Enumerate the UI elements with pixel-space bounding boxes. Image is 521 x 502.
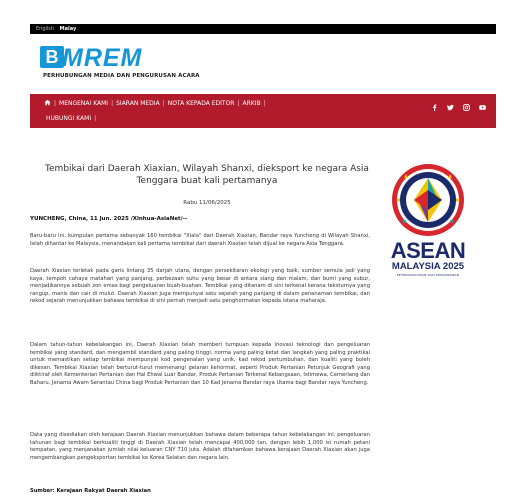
article-paragraph: Daerah Xiaxian terletak pada garis lintang 35 darjah utara, dengan persekitaran ekologi yang baik, sumber semula jadi yang kaya, tempoh cahaya matahari yang panjang, perbezaan suhu yang besar di antara siang dan malam, dan bumi yang subur, menjadikannya sebuah zon emas bagi pengeluaran buah-buahan. Tembikai yang ditanam di sini terkenal kerana teksturnya yang rangup, manis dan cair di mulut. Daerah Xiaxian juga mempunyai satu sejarah yang panjang di dalam penanaman tembikai, dan rekod sejarah menunjukkan bahawa tembikai di sini pernah menjadi satu penghormatan kepada istana maharaja. — [30, 268, 370, 305]
facebook-icon[interactable] — [431, 104, 438, 111]
language-bar — [30, 24, 496, 34]
nav-mengenai-kami[interactable]: MENGENAI KAMI — [59, 100, 109, 107]
article-date: Rabu 11/06/2025 — [183, 200, 231, 206]
site-tagline: PERHUBUNGAN MEDIA DAN PENGURUSAN ACARA — [43, 73, 200, 79]
article-paragraph: Data yang disediakan oleh kerajaan Daerah Xiaxian menunjukkan bahawa dalam beberapa tahun kebelakangan ini, pengeluaran tahunan bagi tembikai berkualiti tinggi di Daerah Xiaxian telah mencapai 400,000 tan, dengan lebih 1,000 isi rumah petani tempatan, yang menjanakan jumlah nilai keluaran CNY 710 juta. Adalah difahamkan bahawa kerajaan Daerah Xiaxian akan juga mengembangkan pengeksportan tembikai ke Korea Selatan dan negara lain. — [30, 432, 370, 461]
article-source: Sumber: Kerajaan Rakyat Daerah Xiaxian — [30, 488, 151, 494]
lang-english-link[interactable]: English — [36, 26, 55, 32]
asean-tagline: KETERANGKUMAN DAN KEMAMPANAN — [396, 273, 460, 277]
article-dateline: YUNCHENG, China, 11 Jun. 2025 /Xinhua-AsiaNet/-- — [30, 216, 188, 222]
nav-hubungi-kami[interactable]: HUBUNGI KAMI — [46, 115, 92, 122]
social-links — [431, 104, 486, 111]
article-paragraph: Baru-baru ini, kumpulan pertama sebanyak 160 tembikai "Xiala" dari Daerah Xiaxian, Bandar raya Yuncheng di Wilayah Shanxi, telah dihantar ke Malaysia, menandakan kali pertama tembikai dari daerah Xiaxian telah dijual ke negara Asia Tenggara. — [30, 233, 370, 247]
lang-malay-link[interactable]: Malay — [59, 26, 77, 32]
nav-arkib[interactable]: ARKIB — [242, 100, 261, 107]
asean-subtitle: MALAYSIA 2025 — [391, 261, 465, 272]
asean-malaysia-2025-logo[interactable] — [386, 160, 470, 284]
nav-nota-kepada-editor[interactable]: NOTA KEPADA EDITOR — [167, 100, 235, 107]
article-title: Tembikai dari Daerah Xiaxian, Wilayah Shanxi, dieksport ke negara Asia Tenggara buat kali pertamanya — [45, 164, 369, 186]
asean-wordmark: ASEAN — [390, 238, 466, 263]
asean-emblem-icon — [386, 160, 470, 240]
twitter-icon[interactable] — [447, 104, 454, 111]
logo-badge-icon: B — [40, 46, 64, 68]
logo-wordmark: MREM — [62, 44, 143, 72]
article-paragraph: Dalam tahun-tahun kebelakangan ini, Daerah Xiaxian telah memberi tumpuan kepada inovasi teknologi dan pengeluaran tembikai yang standard, dan mengambil standard yang paling tinggi, norma yang paling ketat dan langkah yang paling praktikal untuk memastikan setiap tembikai mempunyai kod pengenalan yang unik, kad rekod pertumbuhan, dan kualiti yang boleh dikesan. Tembikai Xiaxian telah berturut-turut memenangi gelaran kehormat, seperti Produk Pertanian Petunjuk Geografi yang diiktiraf oleh Kementerian Pertanian dan Hal Ehwal Luar Bandar, Produk Pertanian Terkenal Kebangsaan, Istimewa, Cemerlang dan Baharu, Jenama Awam Serantau China bagi Produk Pertanian dan 10 Kad Jenama Bandar raya Utama bagi Bandar raya Yuncheng. — [30, 342, 370, 386]
instagram-icon[interactable] — [463, 104, 470, 111]
youtube-icon[interactable] — [479, 104, 486, 111]
nav-siaran-media[interactable]: SIARAN MEDIA — [116, 100, 160, 107]
main-nav: | MENGENAI KAMI | SIARAN MEDIA | NOTA KEPADA EDITOR | ARKIB | HUBUNGI KAMI | — [30, 94, 496, 128]
home-icon[interactable] — [44, 99, 51, 106]
